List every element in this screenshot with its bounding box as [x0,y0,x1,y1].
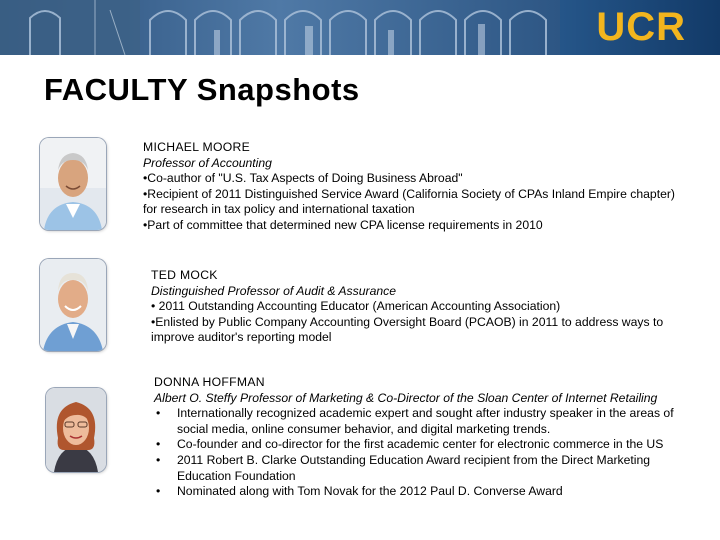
faculty-name: TED MOCK [151,268,218,282]
faculty-profile-ted-mock [151,268,696,346]
bullet-item [154,484,702,500]
bullet-item [143,187,683,218]
bullet-text: 2011 Robert B. Clarke Outstanding Education Award recipient from the Direct Marketing Education Foundation [177,452,651,483]
faculty-title: Distinguished Professor of Audit & Assurance [151,283,396,298]
bullet-text: Co-founder and co-director for the first academic center for electronic commerce in the US [177,437,664,452]
faculty-name: MICHAEL MOORE [143,140,251,154]
faculty-profile-donna-hoffman [154,375,702,500]
bullet-text: Co-author of "U.S. Tax Aspects of Doing Business Abroad" [147,171,463,186]
bullet-dot: • [143,217,148,232]
logo-text: UCR [596,5,686,49]
faculty-photo-michael-moore [40,138,106,230]
bullet-dot: • [143,186,148,201]
portrait-image [40,259,106,351]
faculty-profile-michael-moore [143,140,683,234]
bullet-text: Nominated along with Tom Novak for the 2012 Paul D. Converse Award [177,484,563,499]
bullet-dot: • [143,171,148,186]
bullet-item [154,406,702,437]
portrait-image [46,388,106,472]
bullet-item [143,171,683,187]
bullet-dot: • [151,299,156,314]
bullet-text: Enlisted by Public Company Accounting Oversight Board (PCAOB) in 2011 to address ways to improve auditor's reporting model [151,314,664,345]
faculty-photo-ted-mock [40,259,106,351]
faculty-title: Albert O. Steffy Professor of Marketing & Co-Director of the Sloan Center of Internet Retailing [154,390,658,405]
bullet-item [154,437,702,453]
bullet-text: Recipient of 2011 Distinguished Service Award (California Society of CPAs Inland Empire chapter) for research in tax policy and international taxation [143,186,675,217]
bullet-dot: • [156,484,161,499]
bullet-item [154,453,702,484]
portrait-image [40,138,106,230]
bullet-item [143,218,683,234]
bullet-item [151,315,696,346]
faculty-title: Professor of Accounting [143,155,272,170]
bullet-dot: • [151,314,156,329]
ucr-logo [596,4,686,50]
bullet-text: Internationally recognized academic expert and sought after industry speaker in the areas of social media, online consumer behavior, and digital marketing trends. [177,406,674,436]
bullet-dot: • [156,452,161,467]
faculty-photo-donna-hoffman [46,388,106,472]
header-banner [0,0,720,55]
bullet-text: Part of committee that determined new CPA license requirements in 2010 [147,217,543,232]
bullet-item [151,299,696,315]
bullet-dot: • [156,437,161,452]
bullet-text: 2011 Outstanding Accounting Educator (American Accounting Association) [155,299,561,314]
bullet-dot: • [156,406,161,421]
page-title: FACULTY Snapshots [44,72,360,107]
faculty-name: DONNA HOFFMAN [154,375,265,389]
campus-arches-photo [0,0,560,55]
